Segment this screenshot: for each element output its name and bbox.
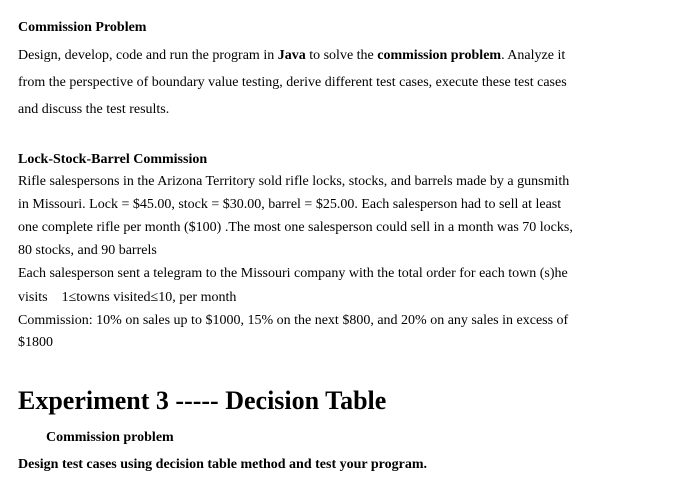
experiment-subheading: Commission problem [46, 430, 174, 445]
experiment-task: Design test cases using decision table method and test your program. [18, 457, 427, 472]
lsb-line-4: 80 stocks, and 90 barrels [18, 243, 157, 258]
intro-text-c: . Analyze it [501, 48, 566, 63]
intro-java: Java [277, 48, 306, 63]
lsb-line-7: Commission: 10% on sales up to $1000, 15% on the next $800, and 20% on any sales in excess of [18, 313, 569, 328]
lsb-line-2: in Missouri. Lock = $45.00, stock = $30.00, barrel = $25.00. Each salesperson had to sell at least [18, 197, 562, 212]
intro-paragraph-line-1 [18, 47, 565, 65]
intro-paragraph-line-3: and discuss the test results. [18, 102, 170, 117]
intro-text-a: Design, develop, code and run the program in [18, 48, 278, 63]
lsb-line-1: Rifle salespersons in the Arizona Territory sold rifle locks, stocks, and barrels made by a gunsmith [18, 174, 570, 189]
section-title-commission-problem: Commission Problem [18, 20, 147, 35]
lsb-line-8: $1800 [18, 335, 53, 350]
intro-paragraph-line-2: from the perspective of boundary value testing, derive different test cases, execute these test cases [18, 75, 567, 90]
lsb-line-6: visits 1≤towns visited≤10, per month [18, 290, 237, 305]
lsb-line-3: one complete rifle per month ($100) .The most one salesperson could sell in a month was 70 locks, [18, 220, 573, 235]
section-title-lock-stock-barrel: Lock-Stock-Barrel Commission [18, 152, 208, 167]
experiment-heading: Experiment 3 ----- Decision Table [18, 386, 387, 415]
lsb-line-5: Each salesperson sent a telegram to the Missouri company with the total order for each town (s)he [18, 266, 568, 281]
intro-text-b: to solve the [305, 48, 378, 63]
intro-commission-problem: commission problem [377, 48, 502, 63]
